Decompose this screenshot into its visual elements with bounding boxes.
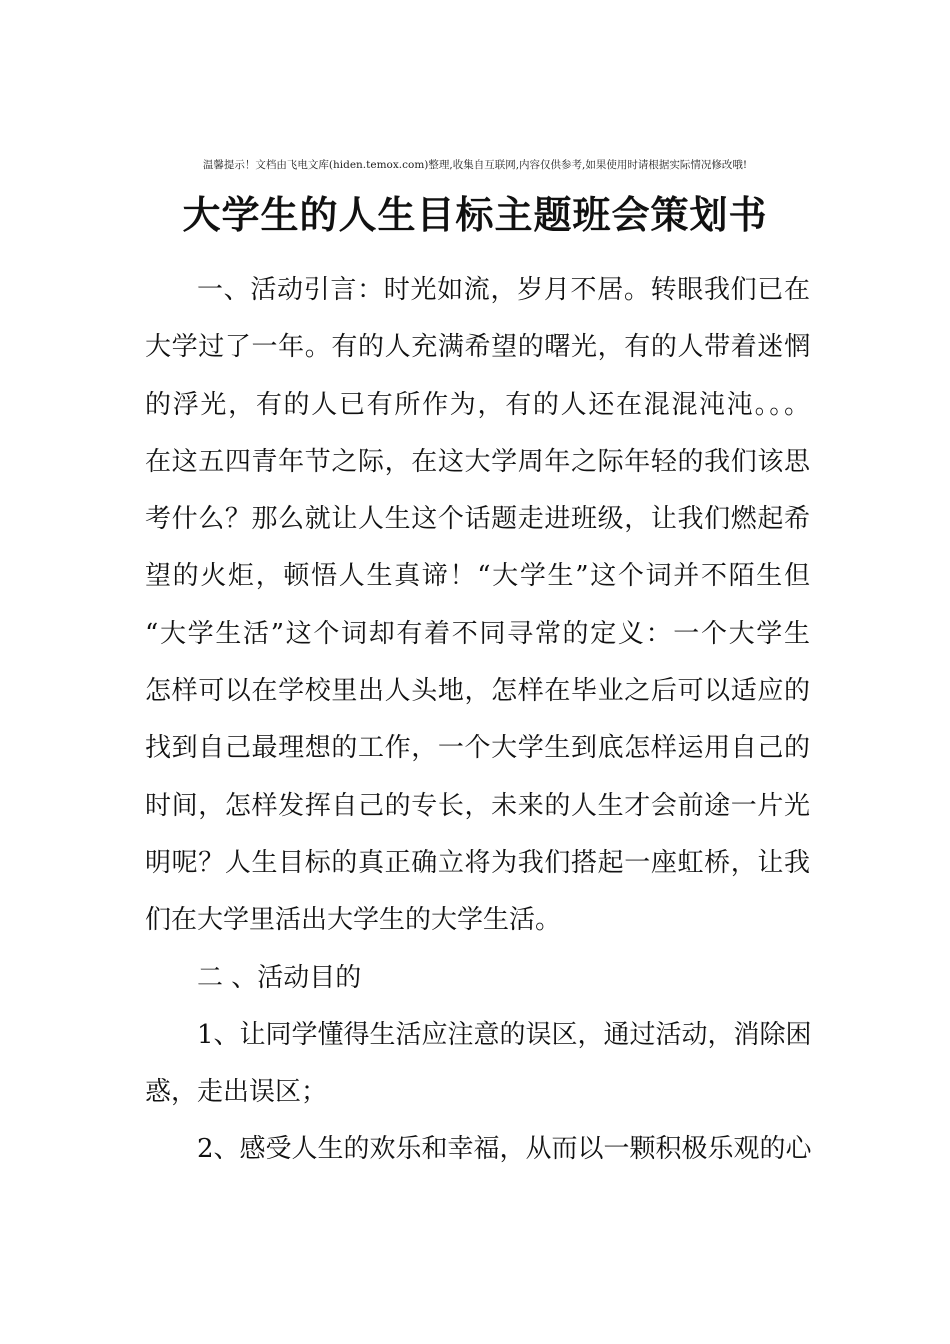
document-body <box>145 262 810 1179</box>
body-line: 一、活动引言：时光如流，岁月不居。转眼我们已在 <box>197 275 810 305</box>
body-line: 2、感受人生的欢乐和幸福，从而以一颗积极乐观的心 <box>197 1134 812 1165</box>
body-line: 找到自己最理想的工作，一个大学生到底怎样运用自己的 <box>145 733 810 764</box>
body-line: 时间，怎样发挥自己的专长，未来的人生才会前途一片光 <box>145 790 810 821</box>
body-line: 大学过了一年。有的人充满希望的曙光，有的人带着迷惘 <box>145 332 810 363</box>
body-line: 考什么？那么就让人生这个话题走进班级，让我们燃起希 <box>145 504 810 535</box>
document-title: 大学生的人生目标主题班会策划书 <box>182 192 768 237</box>
body-line: 1、让同学懂得生活应注意的误区，通过活动，消除困 <box>197 1019 812 1050</box>
body-line: 的浮光，有的人已有所作为，有的人还在混混沌沌。。。 <box>145 389 810 420</box>
body-line: 望的火炬，顿悟人生真谛！“大学生”这个词并不陌生但 <box>145 561 810 592</box>
body-line: 明呢？人生目标的真正确立将为我们搭起一座虹桥，让我 <box>145 847 810 878</box>
section-heading: 二 、活动目的 <box>197 962 362 993</box>
body-line: 在这五四青年节之际，在这大学周年之际年轻的我们该思 <box>145 446 810 477</box>
body-line: 怎样可以在学校里出人头地，怎样在毕业之后可以适应的 <box>145 676 810 707</box>
body-line: 们在大学里活出大学生的大学生活。 <box>145 905 562 936</box>
body-line: 惑，走出误区； <box>145 1077 328 1108</box>
body-line: “大学生活”这个词却有着不同寻常的定义：一个大学生 <box>145 618 810 649</box>
header-notice: 温馨提示！文档由飞电文库(hiden.temox.com)整理,收集自互联网,内容仅供参考,如果使用时请根据实际情况修改哦! <box>202 159 748 171</box>
